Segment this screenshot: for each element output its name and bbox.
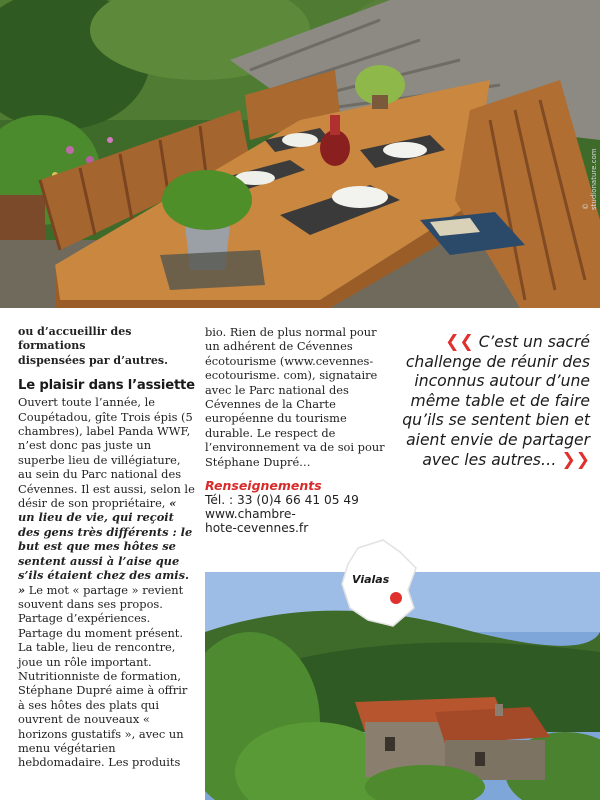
body-text-1: Ouvert toute l’année, le Coupétadou, gîte Trois épis (5 chambres), label Panda WWF, n’est donc pas juste un superbe lieu de villégiature, au sein du Parc national des Cévennes. Il est aussi, selon le désir de son propriétaire,: [18, 395, 195, 511]
body-text-2: Le mot « partage » revient souvent dans ses propos. Partage d’expériences. Partage du moment présent. La table, lieu de rencontre, joue un rôle important. Nutritionniste de formation, Stéphane Dupré aime à offrir à ses hôtes des plats qui ouvrent de nouveaux « horizons gustatifs », avec un menu végétarien hebdomadaire. Les produits: [18, 582, 188, 770]
body-paragraph-continued: bio. Rien de plus normal pour un adhérent de Cévennes écotourisme (www.cevennes-ecotourisme. com), signataire avec le Parc national des Cévennes de la Charte européenne du tourisme durable. Le respect de l’environnement va de soi pour Stéphane Dupré…: [205, 325, 385, 469]
close-quote-mark-icon: ❯❯: [561, 449, 590, 470]
location-pin-icon: [390, 592, 402, 604]
intro-line-1: ou d’accueillir des formations: [18, 325, 132, 353]
column-left: [18, 325, 196, 770]
pull-quote-text: C’est un sacré challenge de réunir des inconnus autour d’une même table et de faire qu’ils se sentent bien et aient envie de partager avec les autres…: [402, 333, 590, 469]
open-quote-mark-icon: ❮❮: [445, 332, 474, 352]
info-website-line-2[interactable]: hote-cevennes.fr: [205, 521, 309, 536]
info-phone: Tél. : 33 (0)4 66 41 05 49: [205, 493, 359, 508]
info-heading: Renseignements: [205, 478, 322, 494]
top-photo-terrace-dining-table: [0, 0, 600, 308]
map-label: Vialas: [352, 573, 390, 586]
pull-quote: [400, 333, 590, 470]
photo-credit: © studionature.com: [582, 148, 598, 210]
info-website-line-1[interactable]: www.chambre-: [205, 507, 296, 522]
column-middle: [205, 325, 385, 535]
section-title: Le plaisir dans l’assiette: [18, 378, 195, 394]
body-paragraph: [18, 395, 196, 770]
host-quote: « un lieu de vie, qui reçoit des gens très différents : le but est que mes hôtes se sentent aussi à l’aise que s’ils étaient chez des amis. »: [18, 496, 193, 597]
intro-line-2: dispensées par d’autres.: [18, 353, 168, 367]
